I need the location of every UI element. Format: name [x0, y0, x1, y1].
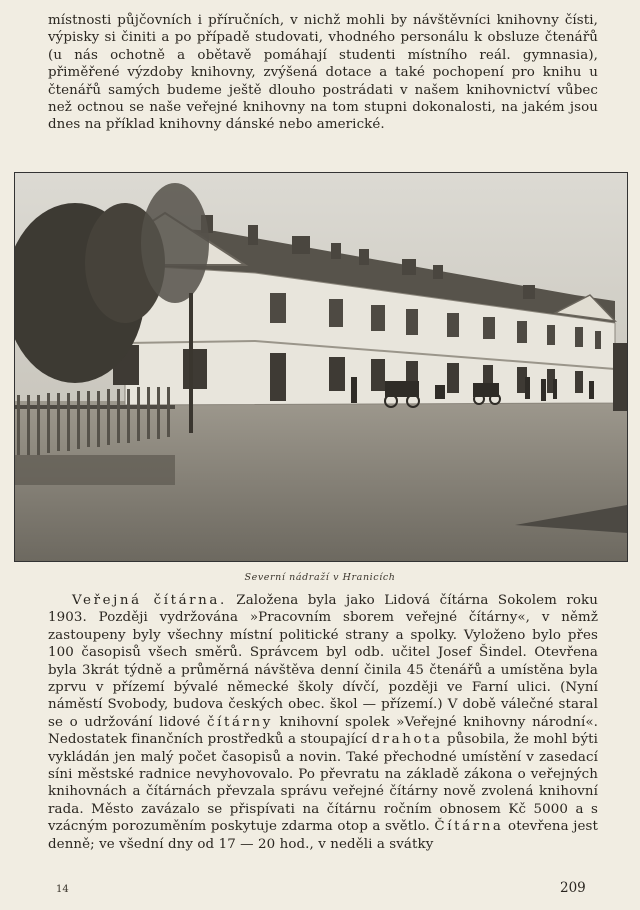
- spaced-word-drahota: drahota: [371, 732, 443, 748]
- text-segment-3: působila, že mohl býti vykládán jen malý počet časopisů a novin. Také přechodné umístění v zasedací síni městské radnice nevyhovovalo. Po převratu na základě zákona o veřejných knihovnách a čítárnách převzala správu veřejné čítárny nově zvolená knihovní rada. Město zavázalo se přispívati na čítárnu ročním obnosem Kč 5000 a s vzácným porozuměním poskytuje zdarma otop a světlo.: [48, 732, 598, 835]
- spaced-word-citarna: Čítárna: [434, 819, 504, 835]
- text-segment-1: Založena byla jako Lidová čítárna Sokolem roku 1903. Později vydržována »Pracovním sborem veřejné čítárny«, v němž zastoupeny byly všechny místní politické strany a spolky. Vyloženo bylo přes 100 časopisů všech směrů. Správcem byl odb. učitel Josef Šindel. Otevřena byla 3krát týdně a průměrná návštěva denní činila 45 čtenářů a umístěna byla zprvu v přízemí bývalé německé školy dívčí, později ve Farní ulici. (Nyní náměstí Svobody, budova českých obec. škol — přízemí.) V době válečné staral se o udržování lidové: [48, 593, 598, 730]
- top-paragraph: místnosti půjčovních i příručních, v nichž mohli by návštěvníci knihovny čísti, výpisky si činiti a po případě studovati, vhodného personálu k obsluze čtenářů (u nás ochotně a obětavě pomáhají studenti místního reál. gymnasia), přiměřené výzdoby knihovny, zvýšená dotace a také pochopení pro knihu u čtenářů samých budeme ještě dlouho postrádati v našem knihovnictví vůbec než octnou se naše veřejné knihovny na tom stupni dokonalosti, na jakém jsou dnes na příklad knihovny dánské nebo americké.: [48, 13, 598, 133]
- text-segment-4: otevřena jest denně; ve všední dny od 17 — 20 hod., v neděli a svátky: [48, 819, 598, 852]
- main-paragraph: [48, 592, 598, 853]
- section-heading: Veřejná čítárna.: [72, 593, 227, 608]
- station-photograph: [14, 172, 628, 562]
- photo-caption: Severní nádraží v Hranicích: [244, 572, 396, 583]
- spaced-word-citarny: čítárny: [207, 714, 273, 730]
- text-segment-2: knihovní spolek »Veřejné knihovny národní«. Nedostatek finančních prostředků a stoupající: [48, 714, 598, 748]
- signature-mark: 14: [56, 884, 69, 895]
- photograph-railway-station-building: [15, 173, 627, 561]
- page-number: 209: [560, 880, 586, 896]
